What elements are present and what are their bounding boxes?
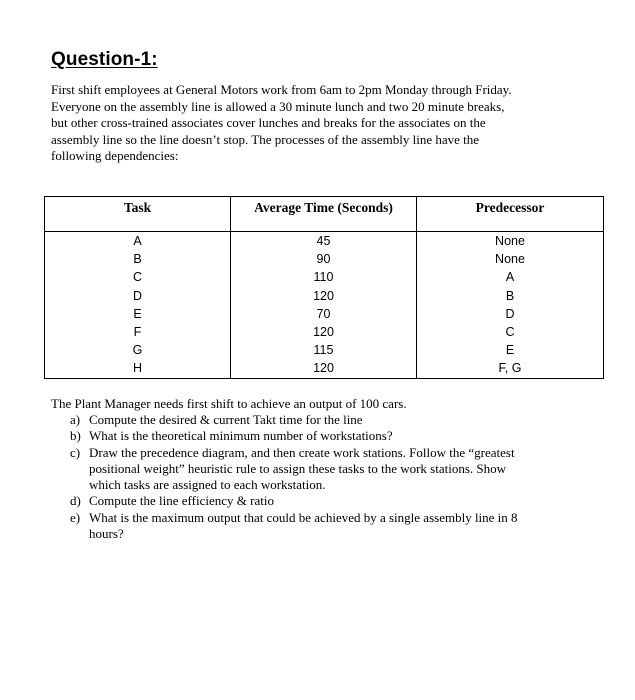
question-line: hours? [89, 526, 124, 542]
question-item-b [70, 428, 570, 444]
intro-line: Everyone on the assembly line is allowed a 30 minute lunch and two 20 minute breaks, [51, 98, 505, 114]
predecessor-cell: None [417, 250, 604, 268]
question-item-c [70, 445, 570, 494]
question-item-a [70, 412, 570, 428]
question-marker: a) [70, 412, 81, 427]
predecessor-cell: F, G [417, 359, 604, 378]
table-header-row [45, 197, 604, 232]
manager-requirement: The Plant Manager needs first shift to achieve an output of 100 cars. [51, 396, 407, 411]
task-cell: A [45, 232, 231, 251]
table-row [45, 250, 604, 268]
question-marker: e) [70, 509, 81, 525]
task-table [44, 196, 604, 379]
intro-line: First shift employees at General Motors work from 6am to 2pm Monday through Friday. [51, 82, 512, 97]
predecessor-cell: C [417, 323, 604, 341]
time-cell: 110 [231, 268, 417, 286]
table-row [45, 287, 604, 305]
question-line: What is the theoretical minimum number of workstations? [89, 428, 393, 444]
predecessor-cell: D [417, 305, 604, 323]
question-line: which tasks are assigned to each workstation. [89, 477, 326, 493]
question-line: What is the maximum output that could be achieved by a single assembly line in 8 [89, 509, 518, 525]
intro-line: following dependencies: [51, 148, 179, 164]
predecessor-cell: A [417, 268, 604, 286]
table-row [45, 359, 604, 378]
table-row [45, 323, 604, 341]
question-item-e [70, 510, 570, 543]
time-cell: 120 [231, 359, 417, 378]
task-cell: D [45, 287, 231, 305]
table-row [45, 305, 604, 323]
task-cell: H [45, 359, 231, 378]
task-cell: F [45, 323, 231, 341]
intro-paragraph [51, 82, 571, 165]
header-average-time: Average Time (Seconds) [231, 197, 417, 232]
question-line: Compute the line efficiency & ratio [89, 493, 274, 509]
header-task: Task [45, 197, 231, 232]
task-cell: B [45, 250, 231, 268]
table-row [45, 232, 604, 251]
time-cell: 45 [231, 232, 417, 251]
predecessor-cell: None [417, 232, 604, 251]
table-row [45, 268, 604, 286]
question-marker: c) [70, 444, 81, 460]
question-marker: b) [70, 428, 81, 444]
question-line: positional weight” heuristic rule to assign these tasks to the work stations. Show [89, 460, 507, 476]
question-list [70, 412, 570, 542]
time-cell: 115 [231, 341, 417, 359]
task-cell: E [45, 305, 231, 323]
intro-line: assembly line so the line doesn’t stop. The processes of the assembly line have the [51, 131, 480, 147]
task-cell: G [45, 341, 231, 359]
question-line: Draw the precedence diagram, and then create work stations. Follow the “greatest [89, 444, 515, 460]
time-cell: 120 [231, 287, 417, 305]
intro-line: but other cross-trained associates cover lunches and breaks for the associates on the [51, 115, 486, 131]
predecessor-cell: B [417, 287, 604, 305]
question-title: Question-1: [51, 49, 158, 70]
question-marker: d) [70, 493, 81, 509]
time-cell: 90 [231, 250, 417, 268]
header-predecessor: Predecessor [417, 197, 604, 232]
time-cell: 70 [231, 305, 417, 323]
task-cell: C [45, 268, 231, 286]
predecessor-cell: E [417, 341, 604, 359]
time-cell: 120 [231, 323, 417, 341]
question-line: Compute the desired & current Takt time for the line [89, 412, 363, 427]
question-item-d [70, 493, 570, 509]
table-row [45, 341, 604, 359]
